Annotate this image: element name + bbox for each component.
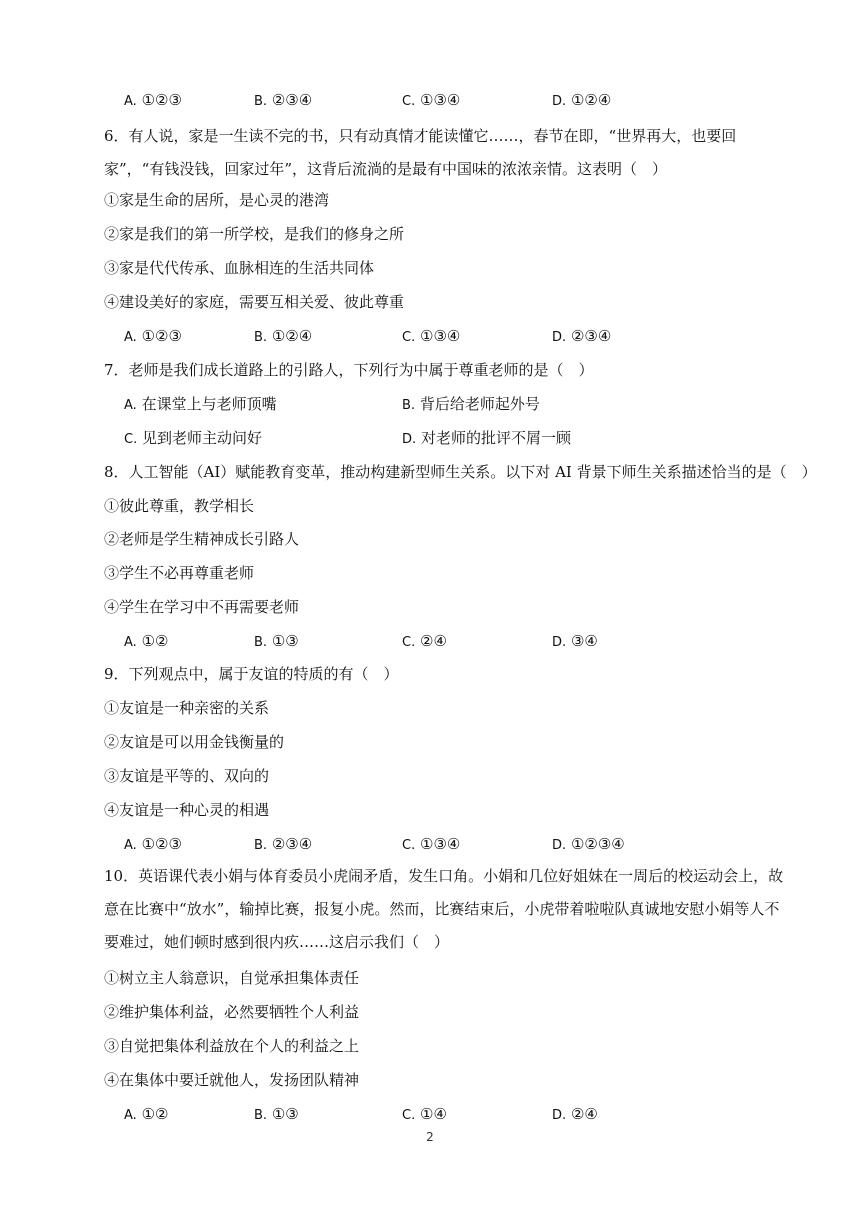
- q10-option-d: D. ②④: [552, 1105, 598, 1123]
- q10-option-c: C. ①④: [402, 1105, 447, 1123]
- q6-statement-2: ②家是我们的第一所学校，是我们的修身之所: [104, 225, 405, 243]
- q6-statement-1: ①家是生命的居所，是心灵的港湾: [104, 191, 330, 209]
- q5-option-b: B. ②③④: [254, 91, 313, 109]
- q6-statement-4: ④建设美好的家庭，需要互相关爱、彼此尊重: [104, 293, 405, 311]
- q7-option-d: D. 对老师的批评不屑一顾: [402, 429, 571, 447]
- q8-option-b: B. ①③: [254, 632, 299, 650]
- q9-statement-3: ③友谊是平等的、双向的: [104, 767, 270, 785]
- q9-statement-4: ④友谊是一种心灵的相遇: [104, 801, 270, 819]
- q7-option-c: C. 见到老师主动问好: [124, 429, 263, 447]
- q7-stem: 7．老师是我们成长道路上的引路人，下列行为中属于尊重老师的是（ ）: [104, 361, 594, 379]
- q9-option-d: D. ①②③④: [552, 835, 625, 853]
- q9-option-a: A. ①②③: [124, 835, 182, 853]
- q8-stem: 8．人工智能（AI）赋能教育变革，推动构建新型师生关系。以下对 AI 背景下师生关系描述恰当的是（ ）: [104, 463, 817, 481]
- q8-statement-4: ④学生在学习中不再需要老师: [104, 598, 300, 616]
- q8-statement-3: ③学生不必再尊重老师: [104, 564, 255, 582]
- q9-option-b: B. ②③④: [254, 835, 313, 853]
- q10-options: [124, 1104, 800, 1124]
- page-number: 2: [426, 1130, 434, 1144]
- q8-option-d: D. ③④: [552, 632, 598, 650]
- q5-options: [124, 90, 800, 110]
- q6-option-b: B. ①②④: [254, 327, 313, 345]
- q8-options: [124, 631, 800, 651]
- q9-option-c: C. ①③④: [402, 835, 461, 853]
- q8-option-c: C. ②④: [402, 632, 447, 650]
- q10-option-b: B. ①③: [254, 1105, 299, 1123]
- q10-stem: 10．英语课代表小娟与体育委员小虎闹矛盾，发生口角。小娟和几位好姐妹在一周后的校运动会上，故意在比赛中“放水”，输掉比赛，报复小虎。然而，比赛结束后，小虎带着啦啦队真诚地安慰小娟等人不要难过，她们顿时感到很内疚……这启示我们（ ）: [104, 867, 784, 951]
- q6-option-a: A. ①②③: [124, 327, 182, 345]
- q9-options: [124, 834, 800, 854]
- q9-statement-2: ②友谊是可以用金钱衡量的: [104, 733, 285, 751]
- q10-statement-2: ②维护集体利益，必然要牺牲个人利益: [104, 1003, 360, 1021]
- q10-statement-1: ①树立主人翁意识，自觉承担集体责任: [104, 969, 360, 987]
- q5-option-c: C. ①③④: [402, 91, 461, 109]
- q9-statement-1: ①友谊是一种亲密的关系: [104, 699, 270, 717]
- q5-option-d: D. ①②④: [552, 91, 612, 109]
- q6-statement-3: ③家是代代传承、血脉相连的生活共同体: [104, 259, 375, 277]
- q5-option-a: A. ①②③: [124, 91, 182, 109]
- q6-options: [124, 326, 800, 346]
- q7-options-row2: [124, 428, 800, 448]
- q8-statement-2: ②老师是学生精神成长引路人: [104, 530, 300, 548]
- q8-statement-1: ①彼此尊重，教学相长: [104, 497, 255, 515]
- q7-option-b: B. 背后给老师起外号: [402, 395, 540, 413]
- q7-option-a: A. 在课堂上与老师顶嘴: [124, 395, 277, 413]
- q10-option-a: A. ①②: [124, 1105, 169, 1123]
- q6-option-c: C. ①③④: [402, 327, 461, 345]
- q6-stem: 6．有人说，家是一生读不完的书，只有动真情才能读懂它……，春节在即，“世界再大，也要回家”，“有钱没钱，回家过年”，这背后流淌的是最有中国味的浓浓亲情。这表明（ ）: [104, 127, 737, 178]
- q10-statement-3: ③自觉把集体利益放在个人的利益之上: [104, 1037, 360, 1055]
- q6-option-d: D. ②③④: [552, 327, 612, 345]
- q8-option-a: A. ①②: [124, 632, 169, 650]
- q7-options-row1: [124, 394, 800, 414]
- q10-statement-4: ④在集体中要迁就他人，发扬团队精神: [104, 1071, 360, 1089]
- q9-stem: 9．下列观点中，属于友谊的特质的有（ ）: [104, 665, 399, 683]
